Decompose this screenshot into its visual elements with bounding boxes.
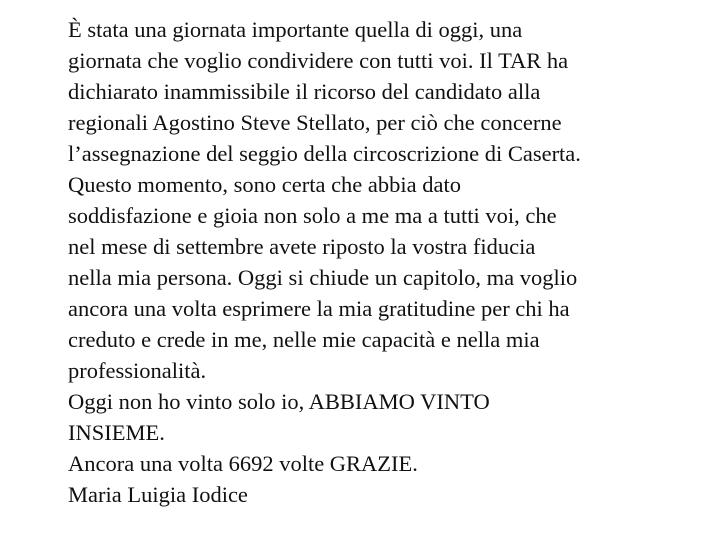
text-line: dichiarato inammissibile il ricorso del candidato alla bbox=[68, 79, 541, 104]
text-line: nella mia persona. Oggi si chiude un capitolo, ma voglio bbox=[68, 265, 578, 290]
text-line: Oggi non ho vinto solo io, ABBIAMO VINTO bbox=[68, 389, 490, 414]
text-line: È stata una giornata importante quella di oggi, una bbox=[68, 17, 523, 42]
message-text bbox=[68, 14, 708, 510]
text-line: giornata che voglio condividere con tutti voi. Il TAR ha bbox=[68, 48, 569, 73]
text-line: Ancora una volta 6692 volte GRAZIE. bbox=[68, 451, 418, 476]
text-line: creduto e crede in me, nelle mie capacità e nella mia bbox=[68, 327, 540, 352]
text-line: nel mese di settembre avete riposto la vostra fiducia bbox=[68, 234, 536, 259]
text-line: professionalità. bbox=[68, 358, 207, 383]
text-line: INSIEME. bbox=[68, 420, 165, 445]
signature-text: Maria Luigia Iodice bbox=[68, 482, 248, 507]
text-line: l’assegnazione del seggio della circoscrizione di Caserta. bbox=[68, 141, 581, 166]
text-line: ancora una volta esprimere la mia gratitudine per chi ha bbox=[68, 296, 570, 321]
text-line: soddisfazione e gioia non solo a me ma a tutti voi, che bbox=[68, 203, 557, 228]
text-line: Questo momento, sono certa che abbia dato bbox=[68, 172, 462, 197]
text-line: regionali Agostino Steve Stellato, per ciò che concerne bbox=[68, 110, 562, 135]
